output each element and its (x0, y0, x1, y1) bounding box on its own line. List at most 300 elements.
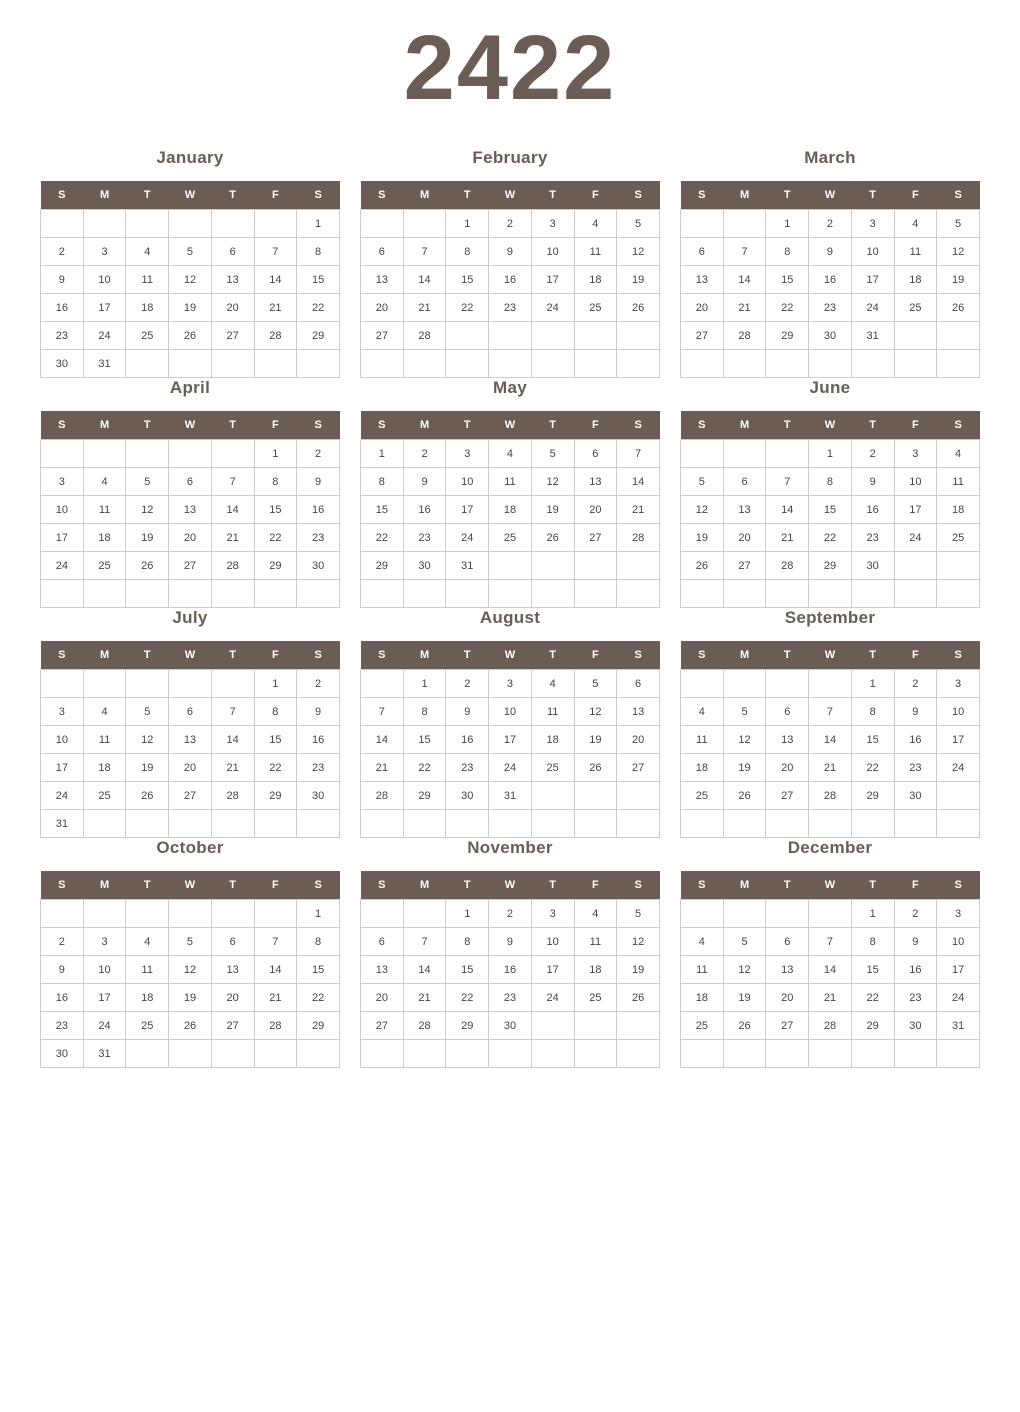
day-cell[interactable]: 21 (723, 294, 766, 322)
day-cell[interactable]: 27 (211, 322, 254, 350)
day-cell[interactable]: 6 (766, 928, 809, 956)
day-cell[interactable]: 4 (126, 238, 169, 266)
day-cell[interactable]: 17 (41, 754, 84, 782)
day-cell[interactable]: 19 (681, 524, 724, 552)
day-cell[interactable]: 13 (681, 266, 724, 294)
day-cell[interactable]: 11 (894, 238, 937, 266)
day-cell[interactable]: 22 (446, 984, 489, 1012)
day-cell[interactable]: 5 (126, 468, 169, 496)
day-cell[interactable]: 26 (169, 322, 212, 350)
day-cell[interactable]: 3 (446, 440, 489, 468)
day-cell[interactable]: 6 (723, 468, 766, 496)
day-cell[interactable]: 13 (211, 956, 254, 984)
day-cell[interactable]: 27 (169, 552, 212, 580)
day-cell[interactable]: 27 (169, 782, 212, 810)
day-cell[interactable]: 26 (617, 294, 660, 322)
day-cell[interactable]: 25 (681, 782, 724, 810)
day-cell[interactable]: 15 (766, 266, 809, 294)
day-cell[interactable]: 13 (169, 726, 212, 754)
day-cell[interactable]: 17 (41, 524, 84, 552)
day-cell[interactable]: 19 (531, 496, 574, 524)
day-cell[interactable]: 17 (851, 266, 894, 294)
day-cell[interactable]: 12 (723, 956, 766, 984)
day-cell[interactable]: 19 (574, 726, 617, 754)
day-cell[interactable]: 16 (403, 496, 446, 524)
day-cell[interactable]: 20 (361, 984, 404, 1012)
day-cell[interactable]: 15 (809, 496, 852, 524)
day-cell[interactable]: 20 (361, 294, 404, 322)
day-cell[interactable]: 21 (766, 524, 809, 552)
day-cell[interactable]: 3 (851, 210, 894, 238)
day-cell[interactable]: 20 (617, 726, 660, 754)
day-cell[interactable]: 17 (937, 726, 980, 754)
day-cell[interactable]: 19 (126, 524, 169, 552)
day-cell[interactable]: 2 (851, 440, 894, 468)
day-cell[interactable]: 6 (617, 670, 660, 698)
day-cell[interactable]: 24 (894, 524, 937, 552)
day-cell[interactable]: 7 (211, 698, 254, 726)
day-cell[interactable]: 30 (41, 350, 84, 378)
day-cell[interactable]: 6 (361, 238, 404, 266)
day-cell[interactable]: 8 (297, 238, 340, 266)
day-cell[interactable]: 19 (169, 984, 212, 1012)
day-cell[interactable]: 30 (489, 1012, 532, 1040)
day-cell[interactable]: 24 (937, 754, 980, 782)
day-cell[interactable]: 18 (126, 984, 169, 1012)
day-cell[interactable]: 25 (83, 782, 126, 810)
day-cell[interactable]: 11 (574, 928, 617, 956)
day-cell[interactable]: 15 (254, 726, 297, 754)
day-cell[interactable]: 10 (531, 238, 574, 266)
day-cell[interactable]: 6 (681, 238, 724, 266)
day-cell[interactable]: 29 (766, 322, 809, 350)
day-cell[interactable]: 11 (489, 468, 532, 496)
day-cell[interactable]: 9 (894, 698, 937, 726)
day-cell[interactable]: 31 (937, 1012, 980, 1040)
day-cell[interactable]: 6 (211, 238, 254, 266)
day-cell[interactable]: 10 (937, 928, 980, 956)
day-cell[interactable]: 17 (894, 496, 937, 524)
day-cell[interactable]: 7 (403, 238, 446, 266)
day-cell[interactable]: 4 (681, 698, 724, 726)
day-cell[interactable]: 1 (403, 670, 446, 698)
day-cell[interactable]: 16 (894, 956, 937, 984)
day-cell[interactable]: 31 (83, 1040, 126, 1068)
day-cell[interactable]: 19 (937, 266, 980, 294)
day-cell[interactable]: 14 (809, 726, 852, 754)
day-cell[interactable]: 29 (809, 552, 852, 580)
day-cell[interactable]: 14 (809, 956, 852, 984)
day-cell[interactable]: 17 (83, 294, 126, 322)
day-cell[interactable]: 28 (254, 1012, 297, 1040)
day-cell[interactable]: 2 (446, 670, 489, 698)
day-cell[interactable]: 1 (446, 900, 489, 928)
day-cell[interactable]: 1 (254, 440, 297, 468)
day-cell[interactable]: 4 (489, 440, 532, 468)
day-cell[interactable]: 19 (617, 956, 660, 984)
day-cell[interactable]: 4 (574, 210, 617, 238)
day-cell[interactable]: 4 (83, 468, 126, 496)
day-cell[interactable]: 26 (681, 552, 724, 580)
day-cell[interactable]: 8 (254, 698, 297, 726)
day-cell[interactable]: 20 (211, 984, 254, 1012)
day-cell[interactable]: 23 (297, 754, 340, 782)
day-cell[interactable]: 9 (489, 238, 532, 266)
day-cell[interactable]: 4 (83, 698, 126, 726)
day-cell[interactable]: 11 (126, 266, 169, 294)
day-cell[interactable]: 9 (809, 238, 852, 266)
day-cell[interactable]: 5 (169, 238, 212, 266)
day-cell[interactable]: 25 (83, 552, 126, 580)
day-cell[interactable]: 14 (403, 266, 446, 294)
day-cell[interactable]: 27 (723, 552, 766, 580)
day-cell[interactable]: 9 (851, 468, 894, 496)
day-cell[interactable]: 3 (41, 468, 84, 496)
day-cell[interactable]: 27 (617, 754, 660, 782)
day-cell[interactable]: 3 (531, 900, 574, 928)
day-cell[interactable]: 30 (809, 322, 852, 350)
day-cell[interactable]: 27 (361, 322, 404, 350)
day-cell[interactable]: 14 (617, 468, 660, 496)
day-cell[interactable]: 1 (766, 210, 809, 238)
day-cell[interactable]: 28 (723, 322, 766, 350)
day-cell[interactable]: 24 (83, 322, 126, 350)
day-cell[interactable]: 28 (211, 782, 254, 810)
day-cell[interactable]: 12 (169, 956, 212, 984)
day-cell[interactable]: 9 (297, 468, 340, 496)
day-cell[interactable]: 15 (851, 726, 894, 754)
day-cell[interactable]: 18 (681, 754, 724, 782)
day-cell[interactable]: 16 (809, 266, 852, 294)
day-cell[interactable]: 19 (617, 266, 660, 294)
day-cell[interactable]: 20 (211, 294, 254, 322)
day-cell[interactable]: 16 (489, 266, 532, 294)
day-cell[interactable]: 30 (894, 782, 937, 810)
day-cell[interactable]: 2 (297, 670, 340, 698)
day-cell[interactable]: 21 (617, 496, 660, 524)
day-cell[interactable]: 13 (361, 266, 404, 294)
day-cell[interactable]: 17 (83, 984, 126, 1012)
day-cell[interactable]: 21 (211, 524, 254, 552)
day-cell[interactable]: 30 (894, 1012, 937, 1040)
day-cell[interactable]: 8 (446, 928, 489, 956)
day-cell[interactable]: 23 (489, 294, 532, 322)
day-cell[interactable]: 25 (126, 1012, 169, 1040)
day-cell[interactable]: 2 (41, 928, 84, 956)
day-cell[interactable]: 2 (41, 238, 84, 266)
day-cell[interactable]: 26 (169, 1012, 212, 1040)
day-cell[interactable]: 7 (361, 698, 404, 726)
day-cell[interactable]: 27 (574, 524, 617, 552)
day-cell[interactable]: 26 (723, 1012, 766, 1040)
day-cell[interactable]: 23 (489, 984, 532, 1012)
day-cell[interactable]: 7 (766, 468, 809, 496)
day-cell[interactable]: 26 (723, 782, 766, 810)
day-cell[interactable]: 15 (403, 726, 446, 754)
day-cell[interactable]: 10 (489, 698, 532, 726)
day-cell[interactable]: 27 (766, 782, 809, 810)
day-cell[interactable]: 28 (403, 322, 446, 350)
day-cell[interactable]: 6 (169, 698, 212, 726)
day-cell[interactable]: 8 (403, 698, 446, 726)
day-cell[interactable]: 21 (254, 294, 297, 322)
day-cell[interactable]: 25 (574, 984, 617, 1012)
day-cell[interactable]: 9 (41, 266, 84, 294)
day-cell[interactable]: 11 (574, 238, 617, 266)
day-cell[interactable]: 14 (403, 956, 446, 984)
day-cell[interactable]: 7 (211, 468, 254, 496)
day-cell[interactable]: 21 (254, 984, 297, 1012)
day-cell[interactable]: 7 (254, 928, 297, 956)
day-cell[interactable]: 2 (489, 900, 532, 928)
day-cell[interactable]: 14 (766, 496, 809, 524)
day-cell[interactable]: 16 (851, 496, 894, 524)
day-cell[interactable]: 27 (766, 1012, 809, 1040)
day-cell[interactable]: 16 (489, 956, 532, 984)
day-cell[interactable]: 26 (574, 754, 617, 782)
day-cell[interactable]: 11 (83, 496, 126, 524)
day-cell[interactable]: 8 (851, 698, 894, 726)
day-cell[interactable]: 31 (851, 322, 894, 350)
day-cell[interactable]: 15 (851, 956, 894, 984)
day-cell[interactable]: 9 (446, 698, 489, 726)
day-cell[interactable]: 15 (446, 266, 489, 294)
day-cell[interactable]: 17 (531, 956, 574, 984)
day-cell[interactable]: 24 (41, 552, 84, 580)
day-cell[interactable]: 9 (297, 698, 340, 726)
day-cell[interactable]: 26 (126, 552, 169, 580)
day-cell[interactable]: 30 (403, 552, 446, 580)
day-cell[interactable]: 28 (809, 782, 852, 810)
day-cell[interactable]: 24 (489, 754, 532, 782)
day-cell[interactable]: 7 (723, 238, 766, 266)
day-cell[interactable]: 13 (617, 698, 660, 726)
day-cell[interactable]: 23 (41, 1012, 84, 1040)
day-cell[interactable]: 31 (41, 810, 84, 838)
day-cell[interactable]: 8 (254, 468, 297, 496)
day-cell[interactable]: 15 (297, 266, 340, 294)
day-cell[interactable]: 3 (83, 928, 126, 956)
day-cell[interactable]: 3 (41, 698, 84, 726)
day-cell[interactable]: 5 (574, 670, 617, 698)
day-cell[interactable]: 4 (894, 210, 937, 238)
day-cell[interactable]: 8 (361, 468, 404, 496)
day-cell[interactable]: 18 (681, 984, 724, 1012)
day-cell[interactable]: 18 (574, 956, 617, 984)
day-cell[interactable]: 22 (254, 524, 297, 552)
day-cell[interactable]: 2 (894, 900, 937, 928)
day-cell[interactable]: 2 (297, 440, 340, 468)
day-cell[interactable]: 13 (211, 266, 254, 294)
day-cell[interactable]: 21 (211, 754, 254, 782)
day-cell[interactable]: 12 (126, 496, 169, 524)
day-cell[interactable]: 12 (617, 928, 660, 956)
day-cell[interactable]: 23 (446, 754, 489, 782)
day-cell[interactable]: 25 (126, 322, 169, 350)
day-cell[interactable]: 19 (169, 294, 212, 322)
day-cell[interactable]: 22 (851, 984, 894, 1012)
day-cell[interactable]: 29 (446, 1012, 489, 1040)
day-cell[interactable]: 22 (297, 294, 340, 322)
day-cell[interactable]: 3 (489, 670, 532, 698)
day-cell[interactable]: 13 (723, 496, 766, 524)
day-cell[interactable]: 2 (894, 670, 937, 698)
day-cell[interactable]: 18 (83, 524, 126, 552)
day-cell[interactable]: 20 (766, 984, 809, 1012)
day-cell[interactable]: 12 (937, 238, 980, 266)
day-cell[interactable]: 25 (937, 524, 980, 552)
day-cell[interactable]: 21 (809, 984, 852, 1012)
day-cell[interactable]: 26 (126, 782, 169, 810)
day-cell[interactable]: 10 (851, 238, 894, 266)
day-cell[interactable]: 14 (211, 726, 254, 754)
day-cell[interactable]: 6 (574, 440, 617, 468)
day-cell[interactable]: 9 (41, 956, 84, 984)
day-cell[interactable]: 8 (766, 238, 809, 266)
day-cell[interactable]: 11 (126, 956, 169, 984)
day-cell[interactable]: 28 (211, 552, 254, 580)
day-cell[interactable]: 22 (766, 294, 809, 322)
day-cell[interactable]: 30 (851, 552, 894, 580)
day-cell[interactable]: 12 (617, 238, 660, 266)
day-cell[interactable]: 23 (41, 322, 84, 350)
day-cell[interactable]: 1 (361, 440, 404, 468)
day-cell[interactable]: 18 (894, 266, 937, 294)
day-cell[interactable]: 12 (574, 698, 617, 726)
day-cell[interactable]: 11 (681, 726, 724, 754)
day-cell[interactable]: 19 (723, 984, 766, 1012)
day-cell[interactable]: 12 (531, 468, 574, 496)
day-cell[interactable]: 10 (41, 496, 84, 524)
day-cell[interactable]: 12 (169, 266, 212, 294)
day-cell[interactable]: 29 (297, 322, 340, 350)
day-cell[interactable]: 18 (574, 266, 617, 294)
day-cell[interactable]: 6 (361, 928, 404, 956)
day-cell[interactable]: 5 (617, 900, 660, 928)
day-cell[interactable]: 15 (297, 956, 340, 984)
day-cell[interactable]: 14 (361, 726, 404, 754)
day-cell[interactable]: 24 (531, 294, 574, 322)
day-cell[interactable]: 17 (446, 496, 489, 524)
day-cell[interactable]: 1 (446, 210, 489, 238)
day-cell[interactable]: 10 (531, 928, 574, 956)
day-cell[interactable]: 29 (254, 552, 297, 580)
day-cell[interactable]: 4 (126, 928, 169, 956)
day-cell[interactable]: 20 (681, 294, 724, 322)
day-cell[interactable]: 5 (937, 210, 980, 238)
day-cell[interactable]: 22 (809, 524, 852, 552)
day-cell[interactable]: 7 (809, 698, 852, 726)
day-cell[interactable]: 31 (446, 552, 489, 580)
day-cell[interactable]: 20 (169, 754, 212, 782)
day-cell[interactable]: 11 (681, 956, 724, 984)
day-cell[interactable]: 26 (937, 294, 980, 322)
day-cell[interactable]: 10 (446, 468, 489, 496)
day-cell[interactable]: 8 (851, 928, 894, 956)
day-cell[interactable]: 10 (894, 468, 937, 496)
day-cell[interactable]: 4 (574, 900, 617, 928)
day-cell[interactable]: 29 (851, 1012, 894, 1040)
day-cell[interactable]: 24 (851, 294, 894, 322)
day-cell[interactable]: 17 (489, 726, 532, 754)
day-cell[interactable]: 3 (894, 440, 937, 468)
day-cell[interactable]: 13 (766, 956, 809, 984)
day-cell[interactable]: 24 (446, 524, 489, 552)
day-cell[interactable]: 30 (297, 552, 340, 580)
day-cell[interactable]: 3 (937, 670, 980, 698)
day-cell[interactable]: 3 (531, 210, 574, 238)
day-cell[interactable]: 25 (531, 754, 574, 782)
day-cell[interactable]: 30 (297, 782, 340, 810)
day-cell[interactable]: 5 (126, 698, 169, 726)
day-cell[interactable]: 25 (894, 294, 937, 322)
day-cell[interactable]: 1 (809, 440, 852, 468)
day-cell[interactable]: 20 (766, 754, 809, 782)
day-cell[interactable]: 3 (937, 900, 980, 928)
day-cell[interactable]: 14 (211, 496, 254, 524)
day-cell[interactable]: 7 (809, 928, 852, 956)
day-cell[interactable]: 3 (83, 238, 126, 266)
day-cell[interactable]: 23 (297, 524, 340, 552)
day-cell[interactable]: 5 (617, 210, 660, 238)
day-cell[interactable]: 22 (361, 524, 404, 552)
day-cell[interactable]: 1 (254, 670, 297, 698)
day-cell[interactable]: 7 (403, 928, 446, 956)
day-cell[interactable]: 9 (489, 928, 532, 956)
day-cell[interactable]: 25 (489, 524, 532, 552)
day-cell[interactable]: 23 (894, 754, 937, 782)
day-cell[interactable]: 25 (574, 294, 617, 322)
day-cell[interactable]: 10 (937, 698, 980, 726)
day-cell[interactable]: 16 (446, 726, 489, 754)
day-cell[interactable]: 1 (297, 210, 340, 238)
day-cell[interactable]: 27 (681, 322, 724, 350)
day-cell[interactable]: 16 (41, 294, 84, 322)
day-cell[interactable]: 12 (681, 496, 724, 524)
day-cell[interactable]: 10 (83, 956, 126, 984)
day-cell[interactable]: 7 (254, 238, 297, 266)
day-cell[interactable]: 31 (489, 782, 532, 810)
day-cell[interactable]: 28 (766, 552, 809, 580)
day-cell[interactable]: 22 (851, 754, 894, 782)
day-cell[interactable]: 13 (361, 956, 404, 984)
day-cell[interactable]: 12 (126, 726, 169, 754)
day-cell[interactable]: 16 (297, 496, 340, 524)
day-cell[interactable]: 5 (723, 698, 766, 726)
day-cell[interactable]: 8 (446, 238, 489, 266)
day-cell[interactable]: 28 (361, 782, 404, 810)
day-cell[interactable]: 2 (809, 210, 852, 238)
day-cell[interactable]: 11 (83, 726, 126, 754)
day-cell[interactable]: 11 (937, 468, 980, 496)
day-cell[interactable]: 30 (41, 1040, 84, 1068)
day-cell[interactable]: 2 (489, 210, 532, 238)
day-cell[interactable]: 11 (531, 698, 574, 726)
day-cell[interactable]: 9 (894, 928, 937, 956)
day-cell[interactable]: 28 (254, 322, 297, 350)
day-cell[interactable]: 10 (83, 266, 126, 294)
day-cell[interactable]: 13 (766, 726, 809, 754)
day-cell[interactable]: 28 (403, 1012, 446, 1040)
day-cell[interactable]: 2 (403, 440, 446, 468)
day-cell[interactable]: 14 (254, 266, 297, 294)
day-cell[interactable]: 24 (41, 782, 84, 810)
day-cell[interactable]: 25 (681, 1012, 724, 1040)
day-cell[interactable]: 26 (531, 524, 574, 552)
day-cell[interactable]: 18 (531, 726, 574, 754)
day-cell[interactable]: 14 (723, 266, 766, 294)
day-cell[interactable]: 7 (617, 440, 660, 468)
